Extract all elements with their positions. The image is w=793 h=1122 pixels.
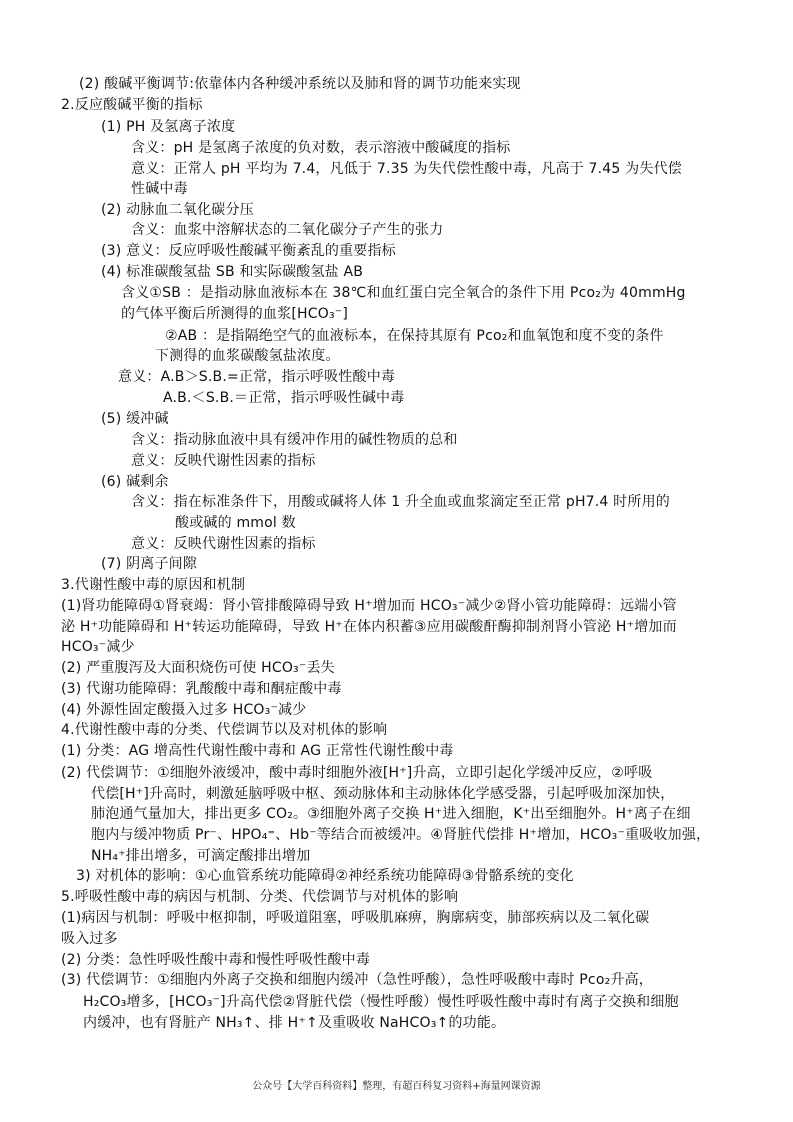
subheading: (4) 标准碳酸氢盐 SB 和实际碳酸氢盐 AB: [101, 264, 364, 280]
section-heading: 3.代谢性酸中毒的原因和机制: [61, 577, 246, 593]
text-line: 含义：血浆中溶解状态的二氧化碳分子产生的张力: [131, 222, 444, 238]
text-line: ②AB ：是指隔绝空气的血液标本，在保持其原有 Pco₂和血氧饱和度不变的条件: [165, 328, 664, 344]
text-line: 泌 H⁺功能障碍和 H⁺转运功能障碍，导致 H⁺在体内积蓄③应用碳酸酐酶抑制剂肾小管泌 H⁺增加而: [61, 619, 677, 635]
text-line: NH₄⁺排出增多，可滴定酸排出增加: [91, 848, 311, 864]
text-line: 下测得的血浆碳酸氢盐浓度。: [155, 348, 340, 364]
text-line: 酸或碱的 mmol 数: [175, 515, 296, 531]
subheading: (5) 缓冲碱: [101, 411, 169, 427]
text-line: 含义：pH 是氢离子浓度的负对数，表示溶液中酸碱度的指标: [131, 140, 511, 156]
subheading: (3) 意义：反应呼吸性酸碱平衡紊乱的重要指标: [101, 243, 396, 259]
text-line: 含义：指在标准条件下，用酸或碱将人体 1 升全血或血浆滴定至正常 pH7.4 时所用的: [131, 494, 670, 510]
text-line: 肺泡通气量加大，排出更多 CO₂。③细胞外离子交换 H⁺进入细胞，K⁺出至细胞外。H⁺离子在细: [91, 806, 691, 822]
subheading: (7) 阴离子间隙: [101, 556, 198, 572]
text-line: 性碱中毒: [131, 181, 188, 197]
text-line: (1) 分类：AG 增高性代谢性酸中毒和 AG 正常性代谢性酸中毒: [61, 743, 454, 759]
text-line: HCO₃⁻减少: [61, 639, 135, 655]
text-line: (2) 酸碱平衡调节:依靠体内各种缓冲系统以及肺和肾的调节功能来实现: [79, 76, 521, 92]
text-line: 代偿[H⁺]升高时，刺激延脑呼吸中枢、颈动脉体和主动脉体化学感受器，引起呼吸加深加快，: [91, 786, 675, 802]
section-heading: 4.代谢性酸中毒的分类、代偿调节以及对机体的影响: [61, 722, 388, 738]
section-heading: 5.呼吸性酸中毒的病因与机制、分类、代偿调节与对机体的影响: [61, 889, 459, 905]
text-line: A.B.＜S.B.＝正常，指示呼吸性碱中毒: [163, 390, 405, 406]
subheading: (2) 动脉血二氧化碳分压: [101, 202, 254, 218]
text-line: (2) 代偿调节：①细胞外液缓冲，酸中毒时细胞外液[H⁺]升高，立即引起化学缓冲反应，②呼吸: [61, 765, 653, 781]
text-line: 意义：反映代谢性因素的指标: [131, 453, 316, 469]
section-heading: 2.反应酸碱平衡的指标: [61, 97, 203, 113]
text-line: H₂CO₃增多，[HCO₃⁻]升高代偿②肾脏代偿（慢性呼酸）慢性呼吸性酸中毒时有离子交换和细胞: [83, 994, 679, 1010]
subheading: (6) 碱剩余: [101, 474, 169, 490]
text-line: (4) 外源性固定酸摄入过多 HCO₃⁻减少: [61, 702, 307, 718]
text-line: 的气体平衡后所测得的血浆[HCO₃⁻]: [121, 306, 349, 322]
text-line: 3) 对机体的影响：①心血管系统功能障碍②神经系统功能障碍③骨骼系统的变化: [76, 868, 574, 884]
text-line: 内缓冲，也有肾脏产 NH₃↑、排 H⁺↑及重吸收 NaHCO₃↑的功能。: [83, 1015, 506, 1031]
text-line: (1)肾功能障碍①肾衰竭：肾小管排酸障碍导致 H⁺增加而 HCO₃⁻减少②肾小管功能障碍：远端小管: [61, 598, 677, 614]
text-line: 意义：A.B＞S.B.=正常，指示呼吸性酸中毒: [118, 369, 396, 385]
text-line: 胞内与缓冲物质 Pr⁻、HPO₄⁼、Hb⁻等结合而被缓冲。④肾脏代偿排 H⁺增加，HCO₃⁻重吸收加强，: [91, 827, 711, 843]
text-line: (3) 代偿调节：①细胞内外离子交换和细胞内缓冲（急性呼酸），急性呼吸酸中毒时 Pco₂升高，: [61, 972, 653, 988]
text-line: 含义①SB ：是指动脉血液标本在 38℃和血红蛋白完全氧合的条件下用 Pco₂为 40mmHg: [121, 285, 686, 301]
page-footer: 公众号【大学百科资料】整理，有超百科复习资料+海量网课资源: [252, 1081, 541, 1092]
subheading: (1) PH 及氢离子浓度: [101, 119, 236, 135]
text-line: 意义：反映代谢性因素的指标: [131, 536, 316, 552]
text-line: (1)病因与机制：呼吸中枢抑制，呼吸道阻塞，呼吸肌麻痹，胸廓病变，肺部疾病以及二氧化碳: [61, 910, 650, 926]
text-line: (2) 分类：急性呼吸性酸中毒和慢性呼吸性酸中毒: [61, 952, 371, 968]
text-line: (3) 代谢功能障碍：乳酸酸中毒和酮症酸中毒: [61, 681, 342, 697]
text-line: (2) 严重腹泻及大面积烧伤可使 HCO₃⁻丢失: [61, 660, 335, 676]
text-line: 意义：正常人 pH 平均为 7.4，凡低于 7.35 为失代偿性酸中毒，凡高于 7.45 为失代偿: [131, 161, 682, 177]
text-line: 吸入过多: [61, 931, 118, 947]
text-line: 含义：指动脉血液中具有缓冲作用的碱性物质的总和: [131, 432, 458, 448]
